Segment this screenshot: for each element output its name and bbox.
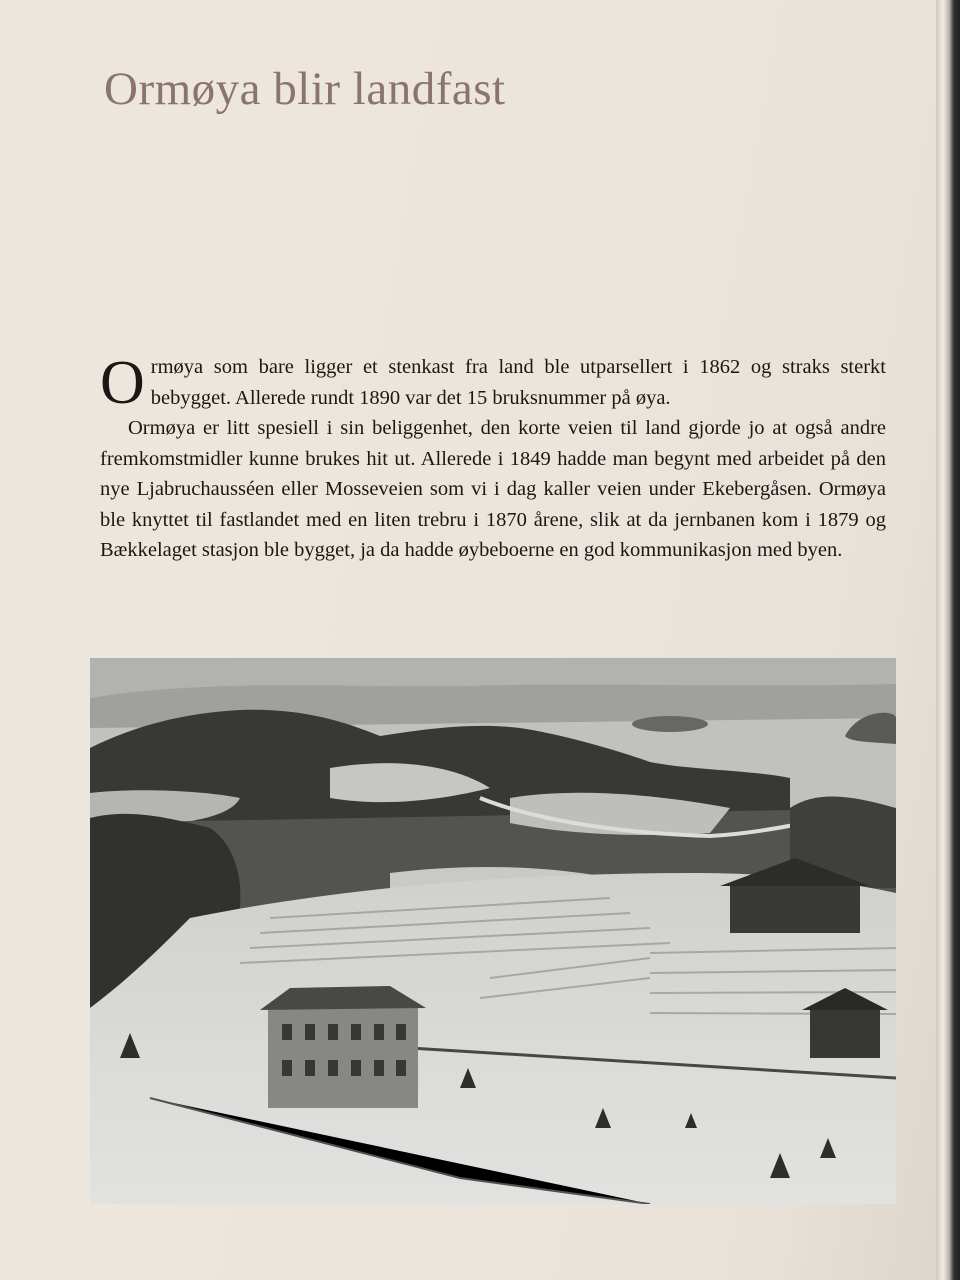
page-title: Ormøya blir landfast	[104, 63, 506, 115]
paragraph-2: Ormøya er litt spesiell i sin beliggenhet, den korte veien til land gjorde jo at også andre fremkomstmidler kunne brukes hit ut. Allerede i 1849 hadde man begynt med arbeidet på den nye Ljabruchausséen eller Mosseveien som vi i dag kaller veien under Ekebergåsen. Ormøya ble knyttet til fastlandet med en liten trebru i 1870 årene, slik at da jernbanen kom i 1879 og Bækkelaget stasjon ble bygget, ja da hadde øybeboerne en god kommunikasjon med byen.	[100, 417, 886, 561]
book-binding-edge	[936, 0, 960, 1280]
paragraph-1-text: rmøya som bare ligger et stenkast fra land ble utparsellert i 1862 og straks sterkt bebygget. Allerede rundt 1890 var det 15 bruksnummer på øya.	[150, 356, 886, 409]
drop-cap: O	[100, 349, 145, 417]
historical-photograph	[90, 658, 896, 1204]
article-body	[100, 349, 886, 566]
paragraph-1	[100, 349, 886, 417]
